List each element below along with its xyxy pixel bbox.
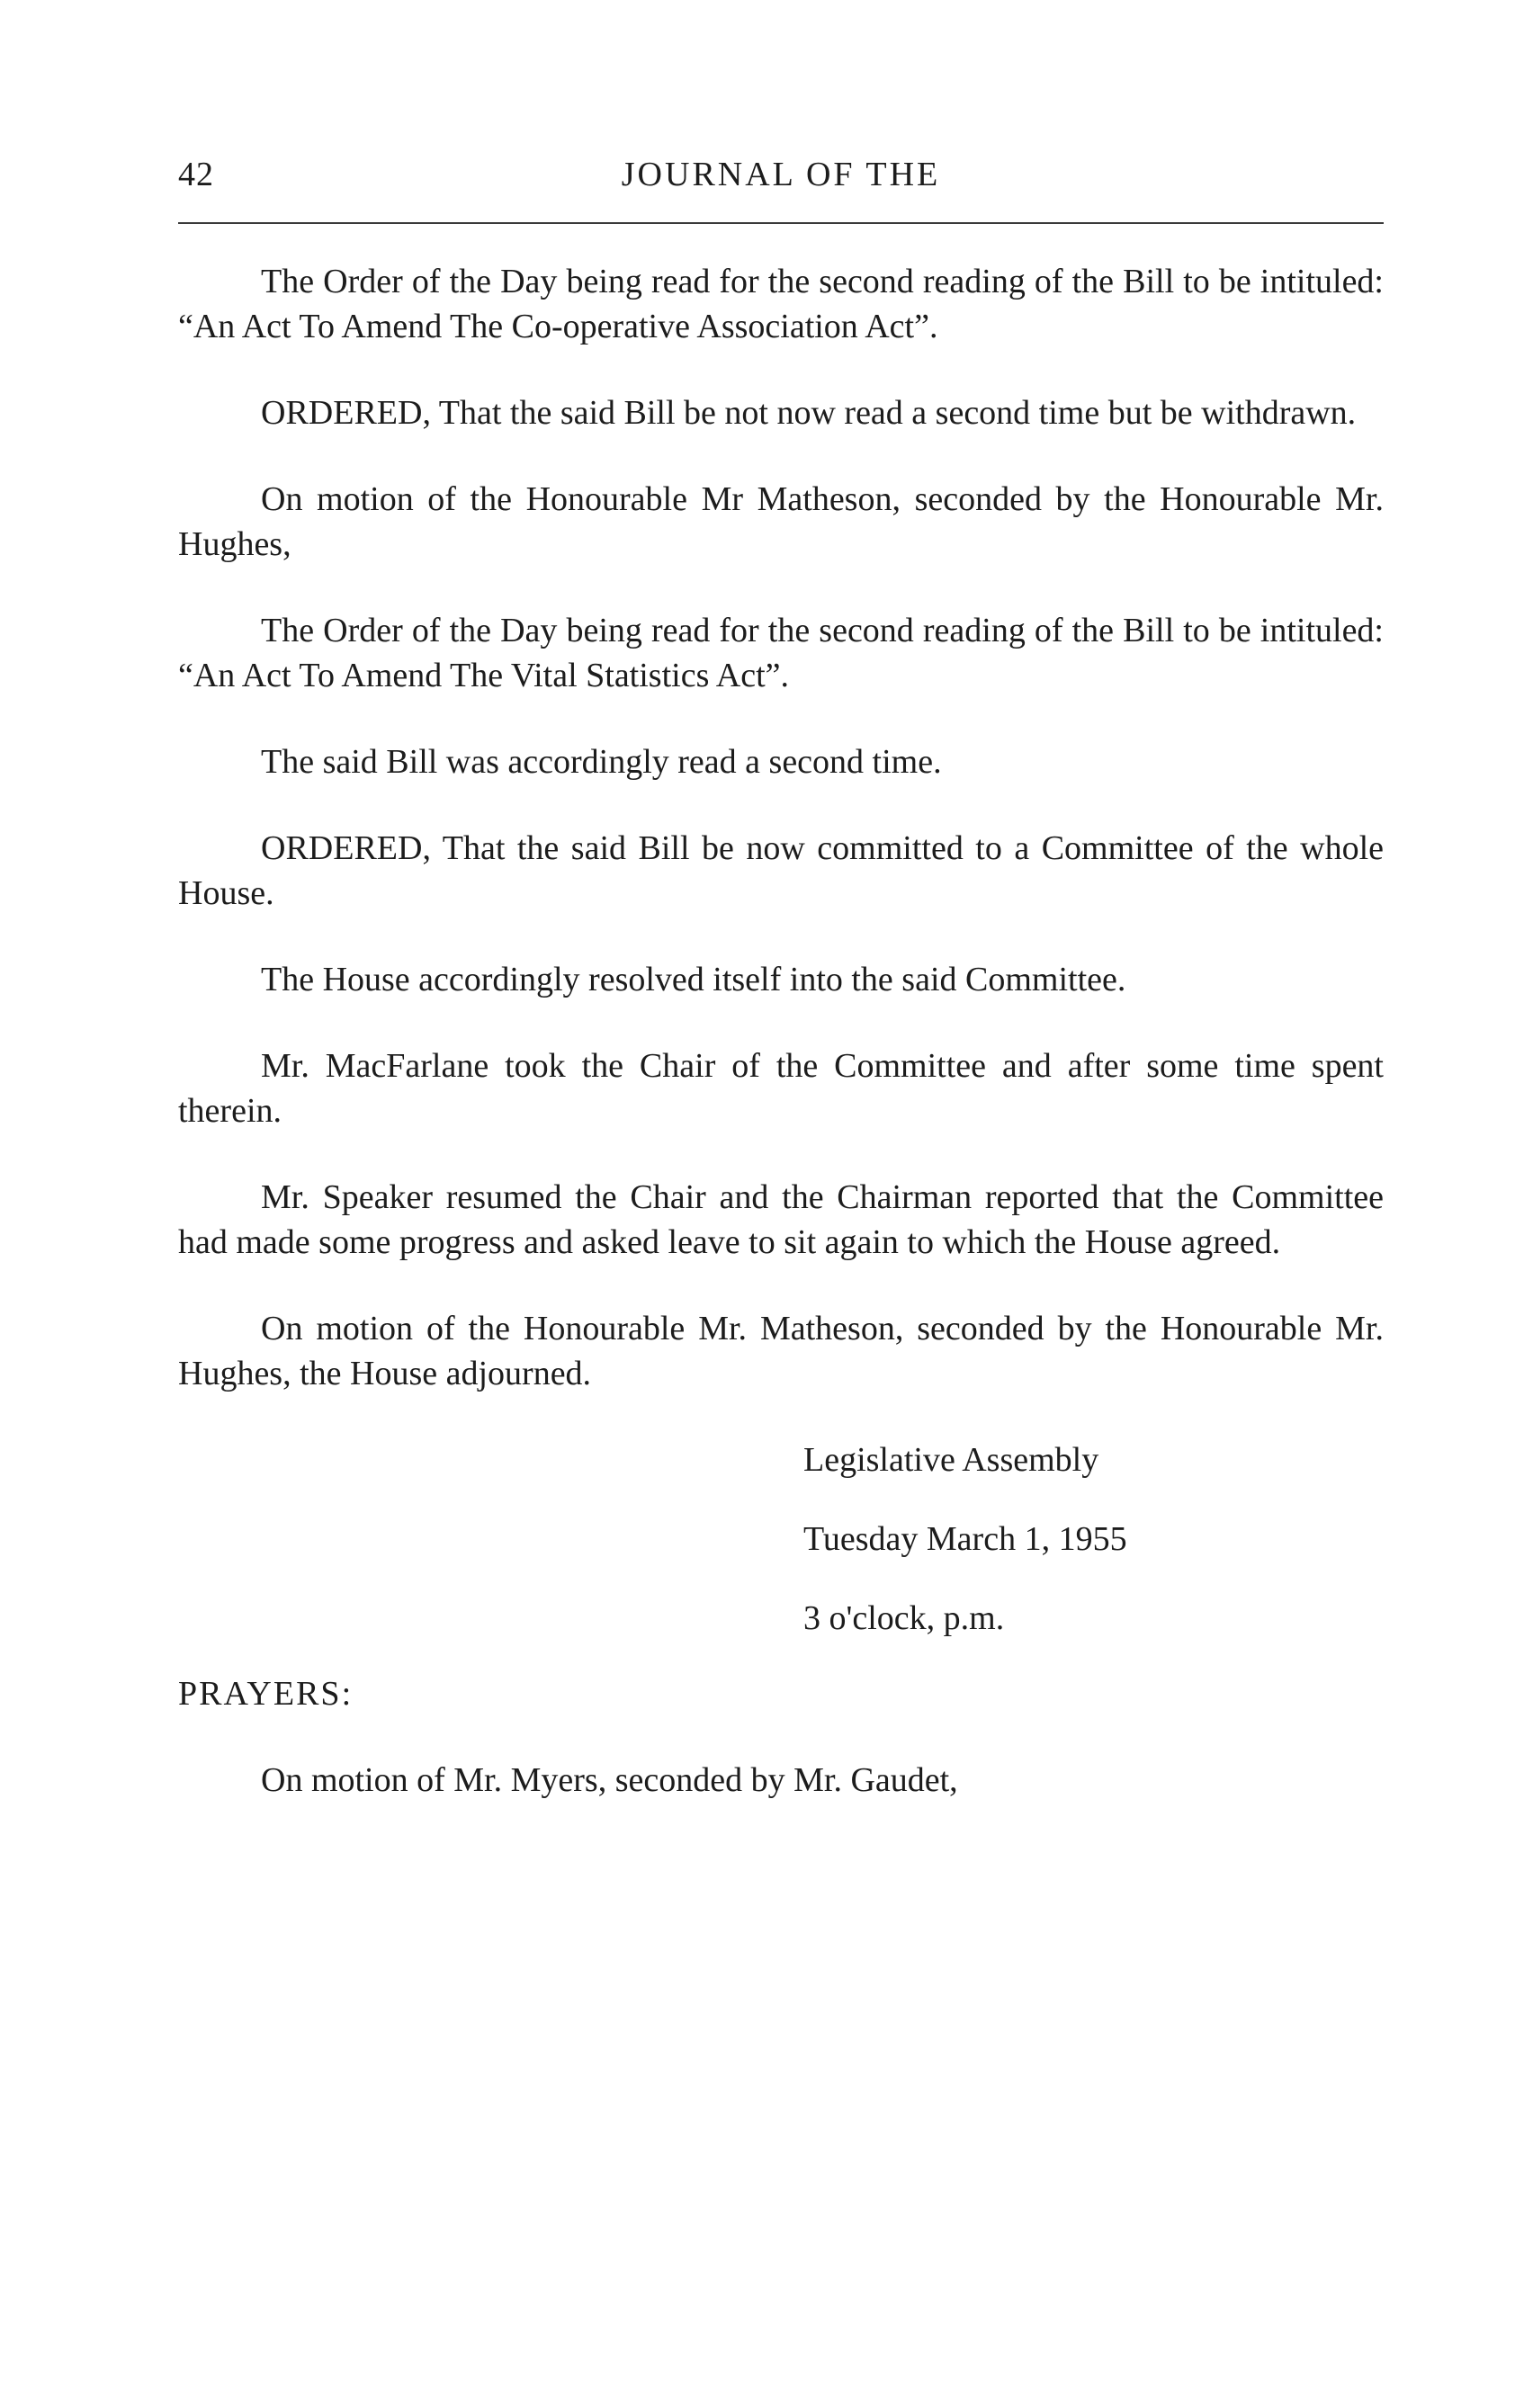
page-header	[178, 155, 1384, 209]
dateline-assembly: Legislative Assembly	[803, 1441, 1099, 1479]
paragraph-ordered-withdrawn: ORDERED, That the said Bill be not now read a second time but be withdrawn.	[261, 394, 1357, 432]
page-number: 42	[178, 156, 214, 193]
paragraph-house-adjourned: On motion of the Honourable Mr. Matheson, seconded by the Honourable Mr. Hughes, the House adjourned.	[178, 1310, 1384, 1392]
prayers-heading: PRAYERS:	[178, 1675, 354, 1713]
paragraph-ordered-committed: ORDERED, That the said Bill be now committed to a Committee of the whole House.	[178, 829, 1384, 912]
paragraph-macfarlane-chair: Mr. MacFarlane took the Chair of the Committee and after some time spent therein.	[178, 1047, 1384, 1130]
paragraph-read-second-time: The said Bill was accordingly read a second time.	[261, 743, 942, 781]
dateline-date: Tuesday March 1, 1955	[803, 1520, 1127, 1558]
paragraph-motion-myers: On motion of Mr. Myers, seconded by Mr. Gaudet,	[261, 1761, 958, 1799]
paragraph-speaker-resumed: Mr. Speaker resumed the Chair and the Chairman reported that the Committee had made some progress and asked leave to sit again to which the House agreed.	[178, 1178, 1384, 1261]
dateline-time: 3 o'clock, p.m.	[803, 1599, 1005, 1637]
journal-body	[178, 259, 1384, 1844]
running-title: JOURNAL OF THE	[621, 156, 941, 193]
paragraph-motion-matheson: On motion of the Honourable Mr Matheson, seconded by the Honourable Mr. Hughes,	[178, 480, 1384, 563]
header-rule	[178, 222, 1384, 224]
paragraph-house-resolved: The House accordingly resolved itself into the said Committee.	[261, 961, 1126, 998]
paragraph-order-of-day-cooperative: The Order of the Day being read for the second reading of the Bill to be intituled: “An Act To Amend The Co-operative Association Act”.	[178, 263, 1384, 345]
paragraph-order-of-day-vital-statistics: The Order of the Day being read for the second reading of the Bill to be intituled: “An Act To Amend The Vital Statistics Act”.	[178, 612, 1384, 694]
